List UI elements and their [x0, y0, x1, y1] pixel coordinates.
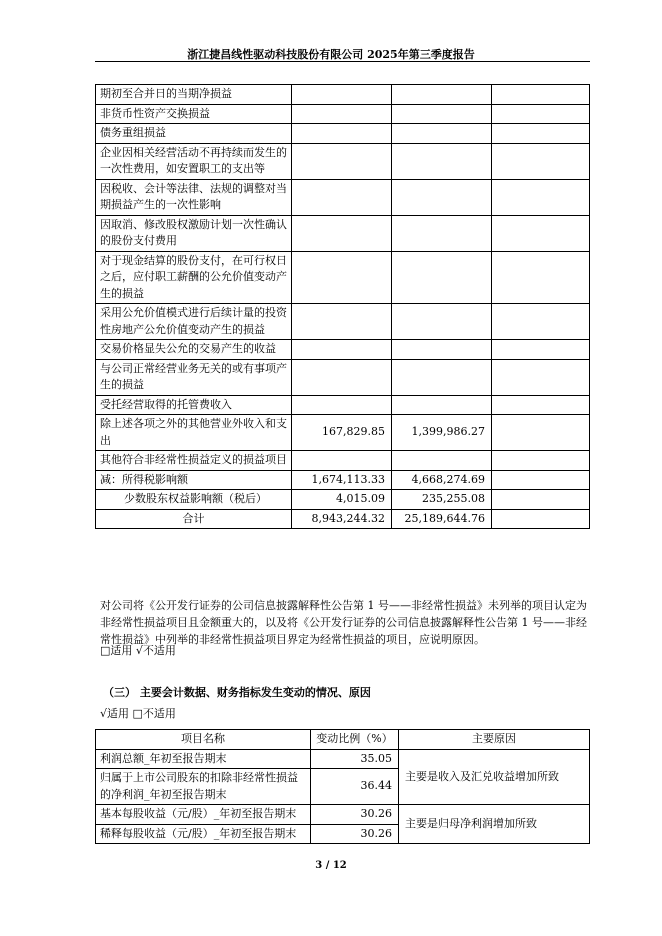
table-header-row: [96, 730, 590, 750]
row-ratio: 30.26: [311, 824, 399, 844]
row-ratio: 30.26: [311, 805, 399, 825]
row-current-amount: [292, 251, 392, 304]
row-item: 其他符合非经常性损益定义的损益项目: [96, 451, 292, 471]
row-ytd-amount: [392, 395, 492, 415]
row-current-amount: [292, 359, 392, 395]
row-current-amount: [292, 215, 392, 251]
column-header-item: 项目名称: [96, 730, 311, 750]
table-row: [96, 143, 590, 179]
row-current-amount: [292, 104, 392, 124]
table-row: [96, 251, 590, 304]
row-ytd-amount: 4,668,274.69: [392, 470, 492, 490]
row-note: [492, 251, 590, 304]
column-header-ratio: 变动比例（%）: [311, 730, 399, 750]
row-note: [492, 104, 590, 124]
table-row: [96, 509, 590, 529]
row-current-amount: 1,674,113.33: [292, 470, 392, 490]
table-row: [96, 749, 590, 769]
row-note: [492, 143, 590, 179]
row-item: 归属于上市公司股东的扣除非经常性损益的净利润_年初至报告期末: [96, 769, 311, 805]
column-header-reason: 主要原因: [399, 730, 590, 750]
row-current-amount: 8,943,244.32: [292, 509, 392, 529]
page-number: 3 / 12: [315, 860, 347, 871]
row-item: 交易价格显失公允的交易产生的收益: [96, 340, 292, 360]
row-item: 采用公允价值模式进行后续计量的投资性房地产公允价值变动产生的损益: [96, 304, 292, 340]
row-item: 与公司正常经营业务无关的或有事项产生的损益: [96, 359, 292, 395]
row-current-amount: [292, 179, 392, 215]
table-row: [96, 215, 590, 251]
non-recurring-gains-table: [95, 84, 590, 529]
row-note: [492, 395, 590, 415]
row-item: 因税收、会计等法律、法规的调整对当期损益产生的一次性影响: [96, 179, 292, 215]
row-item: 基本每股收益（元/股）_年初至报告期末: [96, 805, 311, 825]
row-current-amount: 4,015.09: [292, 490, 392, 510]
row-reason: 主要是收入及汇兑收益增加所致: [399, 749, 590, 805]
row-note: [492, 85, 590, 105]
note-paragraph: 对公司将《公开发行证券的公司信息披露解释性公告第 1 号——非经常性损益》未列举的项目认定为非经常性损益项目且金额重大的，以及将《公开发行证券的公司信息披露解释性公告第 1 号——非经常性损益》中列举的非经常性损益项目界定为经常性损益的项目，应说明原因。: [100, 599, 587, 646]
row-current-amount: [292, 85, 392, 105]
row-item: 稀释每股收益（元/股）_年初至报告期末: [96, 824, 311, 844]
row-item: 债务重组损益: [96, 124, 292, 144]
row-current-amount: 167,829.85: [292, 415, 392, 451]
change-reasons-table: [95, 729, 590, 844]
row-item: 非货币性资产交换损益: [96, 104, 292, 124]
row-ytd-amount: [392, 215, 492, 251]
row-item: 除上述各项之外的其他营业外收入和支出: [96, 415, 292, 451]
row-note: [492, 179, 590, 215]
row-ytd-amount: [392, 124, 492, 144]
row-ytd-amount: [392, 85, 492, 105]
table-row: [96, 451, 590, 471]
row-ytd-amount: [392, 359, 492, 395]
table-row: [96, 470, 590, 490]
row-ytd-amount: [392, 251, 492, 304]
row-current-amount: [292, 340, 392, 360]
table-row: [96, 304, 590, 340]
table-row: [96, 124, 590, 144]
row-item: 期初至合并日的当期净损益: [96, 85, 292, 105]
row-ytd-amount: 235,255.08: [392, 490, 492, 510]
row-ratio: 36.44: [311, 769, 399, 805]
table-row: [96, 104, 590, 124]
row-ytd-amount: [392, 104, 492, 124]
note-applicability: □适用 √不适用: [100, 644, 176, 657]
row-note: [492, 124, 590, 144]
row-note: [492, 415, 590, 451]
table-row: [96, 805, 590, 825]
table-row: [96, 85, 590, 105]
row-current-amount: [292, 451, 392, 471]
row-item: 合计: [96, 509, 292, 529]
row-item: 对于现金结算的股份支付，在可行权日之后，应付职工薪酬的公允价值变动产生的损益: [96, 251, 292, 304]
row-ytd-amount: [392, 143, 492, 179]
table-row: [96, 395, 590, 415]
row-note: [492, 451, 590, 471]
row-note: [492, 509, 590, 529]
row-note: [492, 304, 590, 340]
row-ytd-amount: 1,399,986.27: [392, 415, 492, 451]
row-reason: 主要是归母净利润增加所致: [399, 805, 590, 844]
report-header: 浙江捷昌线性驱动科技股份有限公司 2025年第三季度报告: [187, 48, 475, 61]
row-item: 因取消、修改股权激励计划一次性确认的股份支付费用: [96, 215, 292, 251]
section-title: （三） 主要会计数据、财务指标发生变动的情况、原因: [103, 686, 371, 699]
row-item: 受托经营取得的托管费收入: [96, 395, 292, 415]
table-row: [96, 490, 590, 510]
row-current-amount: [292, 304, 392, 340]
row-item: 少数股东权益影响额（税后）: [96, 490, 292, 510]
row-current-amount: [292, 124, 392, 144]
row-item: 减：所得税影响额: [96, 470, 292, 490]
row-note: [492, 490, 590, 510]
header-rule: [95, 61, 590, 62]
row-ratio: 35.05: [311, 749, 399, 769]
table-row: [96, 179, 590, 215]
row-current-amount: [292, 143, 392, 179]
row-ytd-amount: [392, 304, 492, 340]
row-ytd-amount: [392, 451, 492, 471]
table-row: [96, 415, 590, 451]
row-ytd-amount: [392, 340, 492, 360]
table-row: [96, 359, 590, 395]
section-applicability: √适用 □不适用: [100, 707, 176, 720]
row-note: [492, 470, 590, 490]
row-note: [492, 359, 590, 395]
table-row: [96, 340, 590, 360]
row-item: 企业因相关经营活动不再持续而发生的一次性费用，如安置职工的支出等: [96, 143, 292, 179]
row-current-amount: [292, 395, 392, 415]
row-ytd-amount: [392, 179, 492, 215]
row-item: 利润总额_年初至报告期末: [96, 749, 311, 769]
row-note: [492, 340, 590, 360]
row-ytd-amount: 25,189,644.76: [392, 509, 492, 529]
row-note: [492, 215, 590, 251]
